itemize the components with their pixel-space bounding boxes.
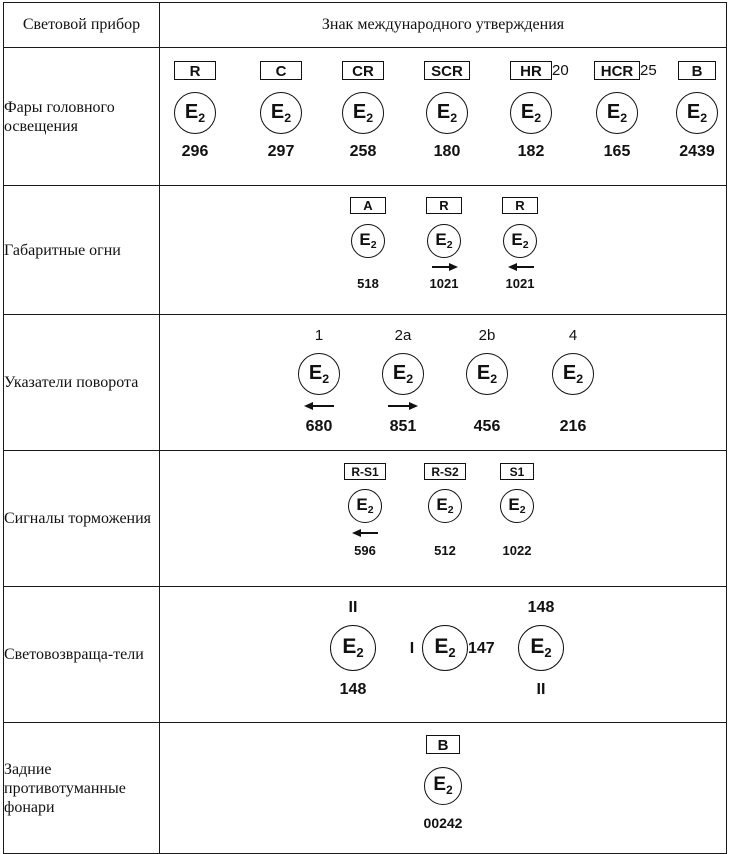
e-mark-circle: E2 xyxy=(427,224,461,258)
row-label: Сигналы торможения xyxy=(4,451,160,587)
row-label: Указатели поворота xyxy=(4,315,160,451)
approval-number: 596 xyxy=(354,543,376,558)
row-label: Задние противотуманные фонари xyxy=(4,723,160,854)
category-box: R-S1 xyxy=(344,463,386,480)
approval-number: 518 xyxy=(357,276,379,291)
arrow-left-icon xyxy=(507,262,535,272)
row-label: Габаритные огни xyxy=(4,186,160,315)
row-position-lamps xyxy=(4,186,727,315)
approval-number: 1022 xyxy=(502,543,532,558)
approval-number: 180 xyxy=(433,143,461,160)
marks-cell xyxy=(160,587,726,722)
class-label: II xyxy=(348,599,358,616)
e-mark-circle: E2 xyxy=(382,353,424,395)
approval-number: 258 xyxy=(349,143,377,160)
e-mark-circle: E2 xyxy=(428,489,462,523)
approval-number: 296 xyxy=(181,143,209,160)
category-box: A xyxy=(350,197,386,214)
e-mark-circle: E2 xyxy=(466,353,508,395)
approval-number: 00242 xyxy=(423,815,463,831)
category-label: 2a xyxy=(394,327,412,344)
approval-number: 148 xyxy=(527,599,555,616)
approval-number: 297 xyxy=(267,143,295,160)
header-mark: Знак международного утверждения xyxy=(160,3,727,48)
marks-cell xyxy=(160,451,726,586)
category-label: 1 xyxy=(314,327,324,344)
e-mark-circle: E2 xyxy=(510,92,552,134)
row-stop-lamps xyxy=(4,451,727,587)
e-mark-circle: E2 xyxy=(503,224,537,258)
e-mark-circle: E2 xyxy=(298,353,340,395)
e-mark-circle: E2 xyxy=(330,625,376,671)
category-box: HCR xyxy=(594,61,640,80)
category-box: C xyxy=(260,61,302,80)
category-box: B xyxy=(678,61,716,80)
row-label: Световозвраща-тели xyxy=(4,587,160,723)
e-mark-circle: E2 xyxy=(426,92,468,134)
category-suffix: 20 xyxy=(552,62,569,79)
row-rear-fog-lamps xyxy=(4,723,727,854)
approval-number: 512 xyxy=(434,543,456,558)
approval-number: 182 xyxy=(517,143,545,160)
category-label: 4 xyxy=(568,327,578,344)
arrow-left-icon xyxy=(303,401,335,411)
category-box: R xyxy=(174,61,216,80)
marks-cell xyxy=(160,48,726,185)
header-row xyxy=(4,3,727,48)
e-mark-circle: E2 xyxy=(174,92,216,134)
category-box: HR xyxy=(510,61,552,80)
e-mark-circle: E2 xyxy=(348,489,382,523)
e-mark-circle: E2 xyxy=(422,625,468,671)
approval-number: 165 xyxy=(603,143,631,160)
arrow-right-icon xyxy=(387,401,419,411)
approval-number: 456 xyxy=(473,418,501,435)
e-mark-circle: E2 xyxy=(676,92,718,134)
approval-number: 1021 xyxy=(505,276,535,291)
header-device: Световой прибор xyxy=(4,3,160,48)
category-box: CR xyxy=(342,61,384,80)
marks-cell xyxy=(160,315,726,450)
category-box: R xyxy=(426,197,462,214)
row-reflectors xyxy=(4,587,727,723)
category-label: 2b xyxy=(478,327,496,344)
arrow-left-icon xyxy=(351,528,379,538)
e-mark-circle: E2 xyxy=(500,489,534,523)
category-suffix: 25 xyxy=(640,62,657,79)
approval-number: 680 xyxy=(305,418,333,435)
row-turn-indicators xyxy=(4,315,727,451)
marks-cell xyxy=(160,186,726,314)
approval-number: 148 xyxy=(339,681,367,698)
approval-number: 216 xyxy=(559,418,587,435)
category-box: S1 xyxy=(500,463,534,480)
row-headlamps xyxy=(4,48,727,186)
e-mark-circle: E2 xyxy=(351,224,385,258)
approval-number: 147 xyxy=(468,640,495,657)
e-mark-circle: E2 xyxy=(552,353,594,395)
e-mark-circle: E2 xyxy=(342,92,384,134)
approval-number: 2439 xyxy=(679,143,715,160)
category-box: SCR xyxy=(424,61,470,80)
category-box: B xyxy=(426,735,460,754)
category-box: R xyxy=(502,197,538,214)
marks-cell xyxy=(160,723,726,853)
approval-number: 1021 xyxy=(429,276,459,291)
class-label: I xyxy=(409,640,415,657)
row-label: Фары головного освещения xyxy=(4,48,160,186)
e-mark-circle: E2 xyxy=(260,92,302,134)
e-mark-circle: E2 xyxy=(518,625,564,671)
arrow-right-icon xyxy=(431,262,459,272)
category-box: R-S2 xyxy=(424,463,466,480)
e-mark-circle: E2 xyxy=(424,767,462,805)
approval-marks-table xyxy=(3,2,727,854)
e-mark-circle: E2 xyxy=(596,92,638,134)
class-label: II xyxy=(536,681,546,698)
approval-number: 851 xyxy=(389,418,417,435)
